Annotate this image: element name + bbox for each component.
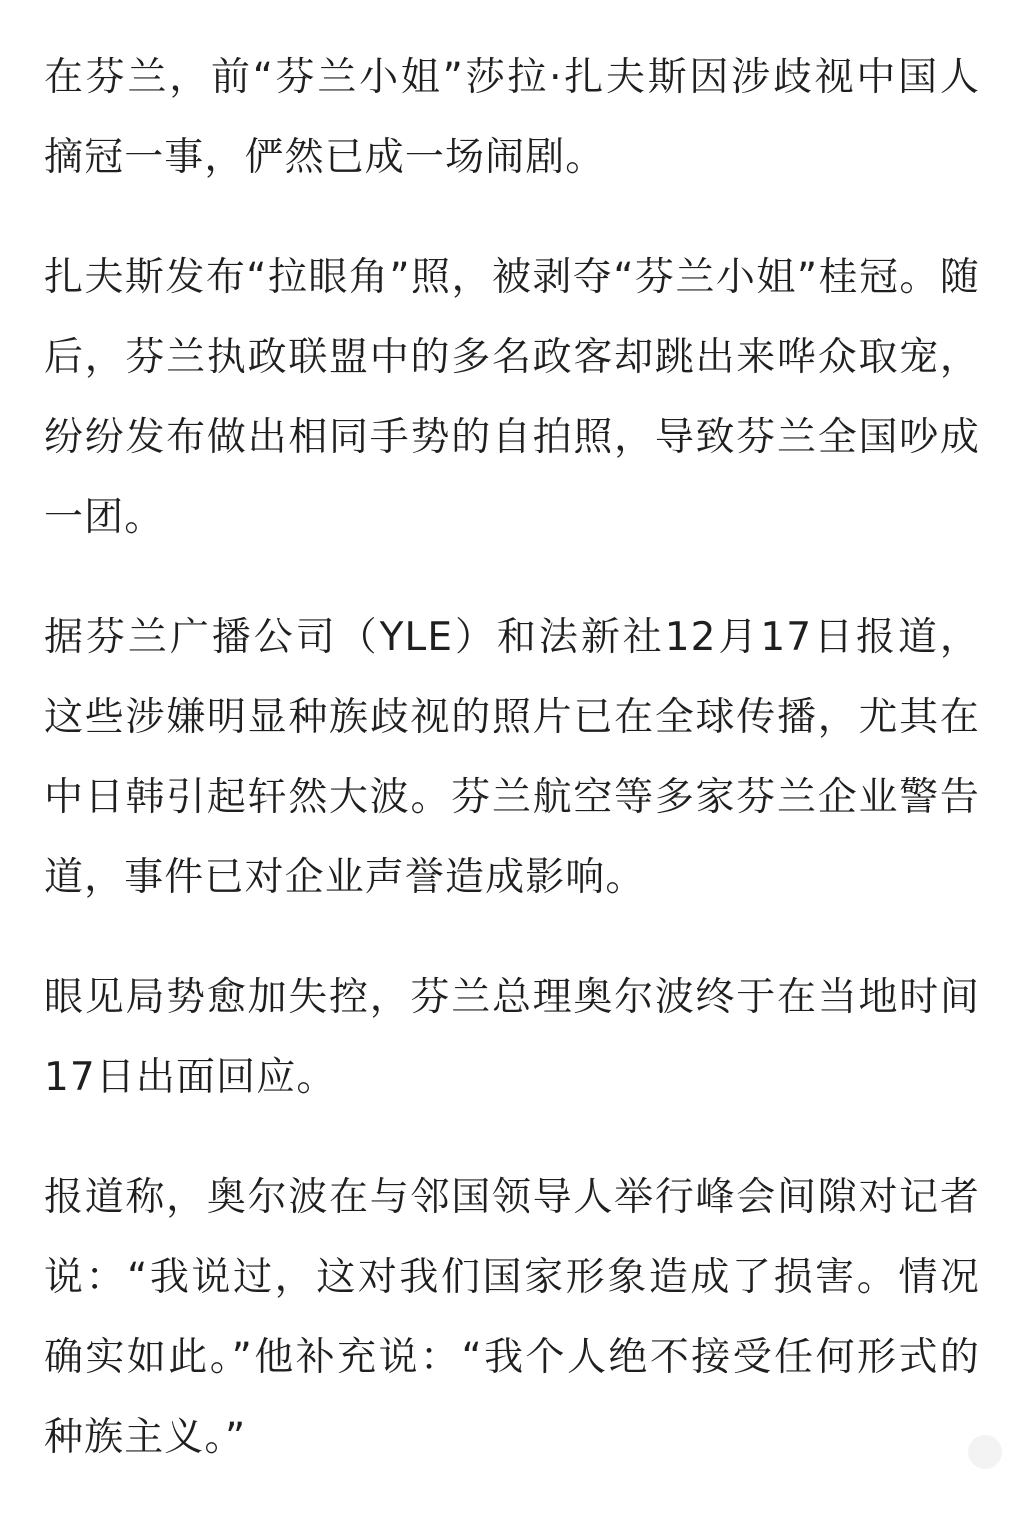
article-body xyxy=(44,38,980,1518)
paragraph-2: 扎夫斯发布“拉眼角”照，被剥夺“芬兰小姐”桂冠。随后，芬兰执政联盟中的多名政客却跳出来哗众取宠，纷纷发布做出相同手势的自拍照，导致芬兰全国吵成一团。 xyxy=(44,255,980,540)
watermark xyxy=(968,1432,1002,1472)
paragraph-1: 在芬兰，前“芬兰小姐”莎拉·扎夫斯因涉歧视中国人摘冠一事，俨然已成一场闹剧。 xyxy=(44,55,980,180)
paragraph-5: 报道称，奥尔波在与邻国领导人举行峰会间隙对记者说：“我说过，这对我们国家形象造成了损害。情况确实如此。”他补充说：“我个人绝不接受任何形式的种族主义。” xyxy=(44,1175,980,1460)
paragraph-4: 眼见局势愈加失控，芬兰总理奥尔波终于在当地时间17日出面回应。 xyxy=(44,975,980,1100)
watermark-logo-icon xyxy=(968,1435,1002,1469)
paragraph-3: 据芬兰广播公司（YLE）和法新社12月17日报道，这些涉嫌明显种族歧视的照片已在全球传播，尤其在中日韩引起轩然大波。芬兰航空等多家芬兰企业警告道，事件已对企业声誉造成影响。 xyxy=(44,615,980,900)
